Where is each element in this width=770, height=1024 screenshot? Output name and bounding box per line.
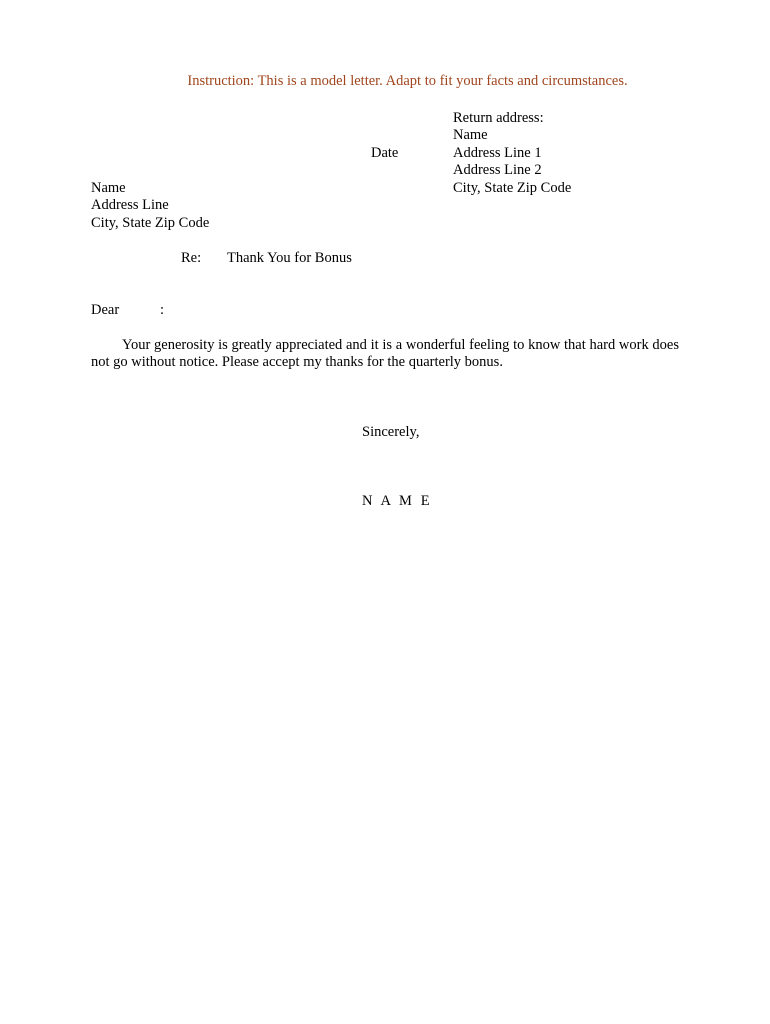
signature-name: N A M E (362, 493, 433, 509)
recipient-address-block (91, 180, 209, 232)
salutation-greeting: Dear (91, 302, 120, 318)
date-field: Date (371, 145, 399, 161)
subject-text: Thank You for Bonus (227, 250, 352, 266)
return-address-line1: Address Line 1 (453, 144, 542, 161)
return-address-city-state-zip: City, State Zip Code (453, 179, 572, 196)
return-address-block (453, 110, 571, 197)
subject-label: Re: (181, 250, 202, 266)
return-address-name: Name (453, 127, 488, 144)
recipient-address: Address Line (91, 197, 169, 214)
instruction-note: Instruction: This is a model letter. Adapt to fit your facts and circumstances. (187, 73, 628, 89)
salutation-colon: : (160, 302, 165, 318)
recipient-name: Name (91, 180, 126, 196)
recipient-city-state-zip: City, State Zip Code (91, 214, 210, 231)
closing-line: Sincerely, (362, 424, 420, 440)
return-address-label: Return address: (453, 110, 544, 126)
letter-body-paragraph: Your generosity is greatly appreciated and it is a wonderful feeling to know that hard work does not go without notice. Please accept my thanks for the quarterly bonus. (91, 337, 679, 371)
return-address-line2: Address Line 2 (453, 162, 542, 179)
